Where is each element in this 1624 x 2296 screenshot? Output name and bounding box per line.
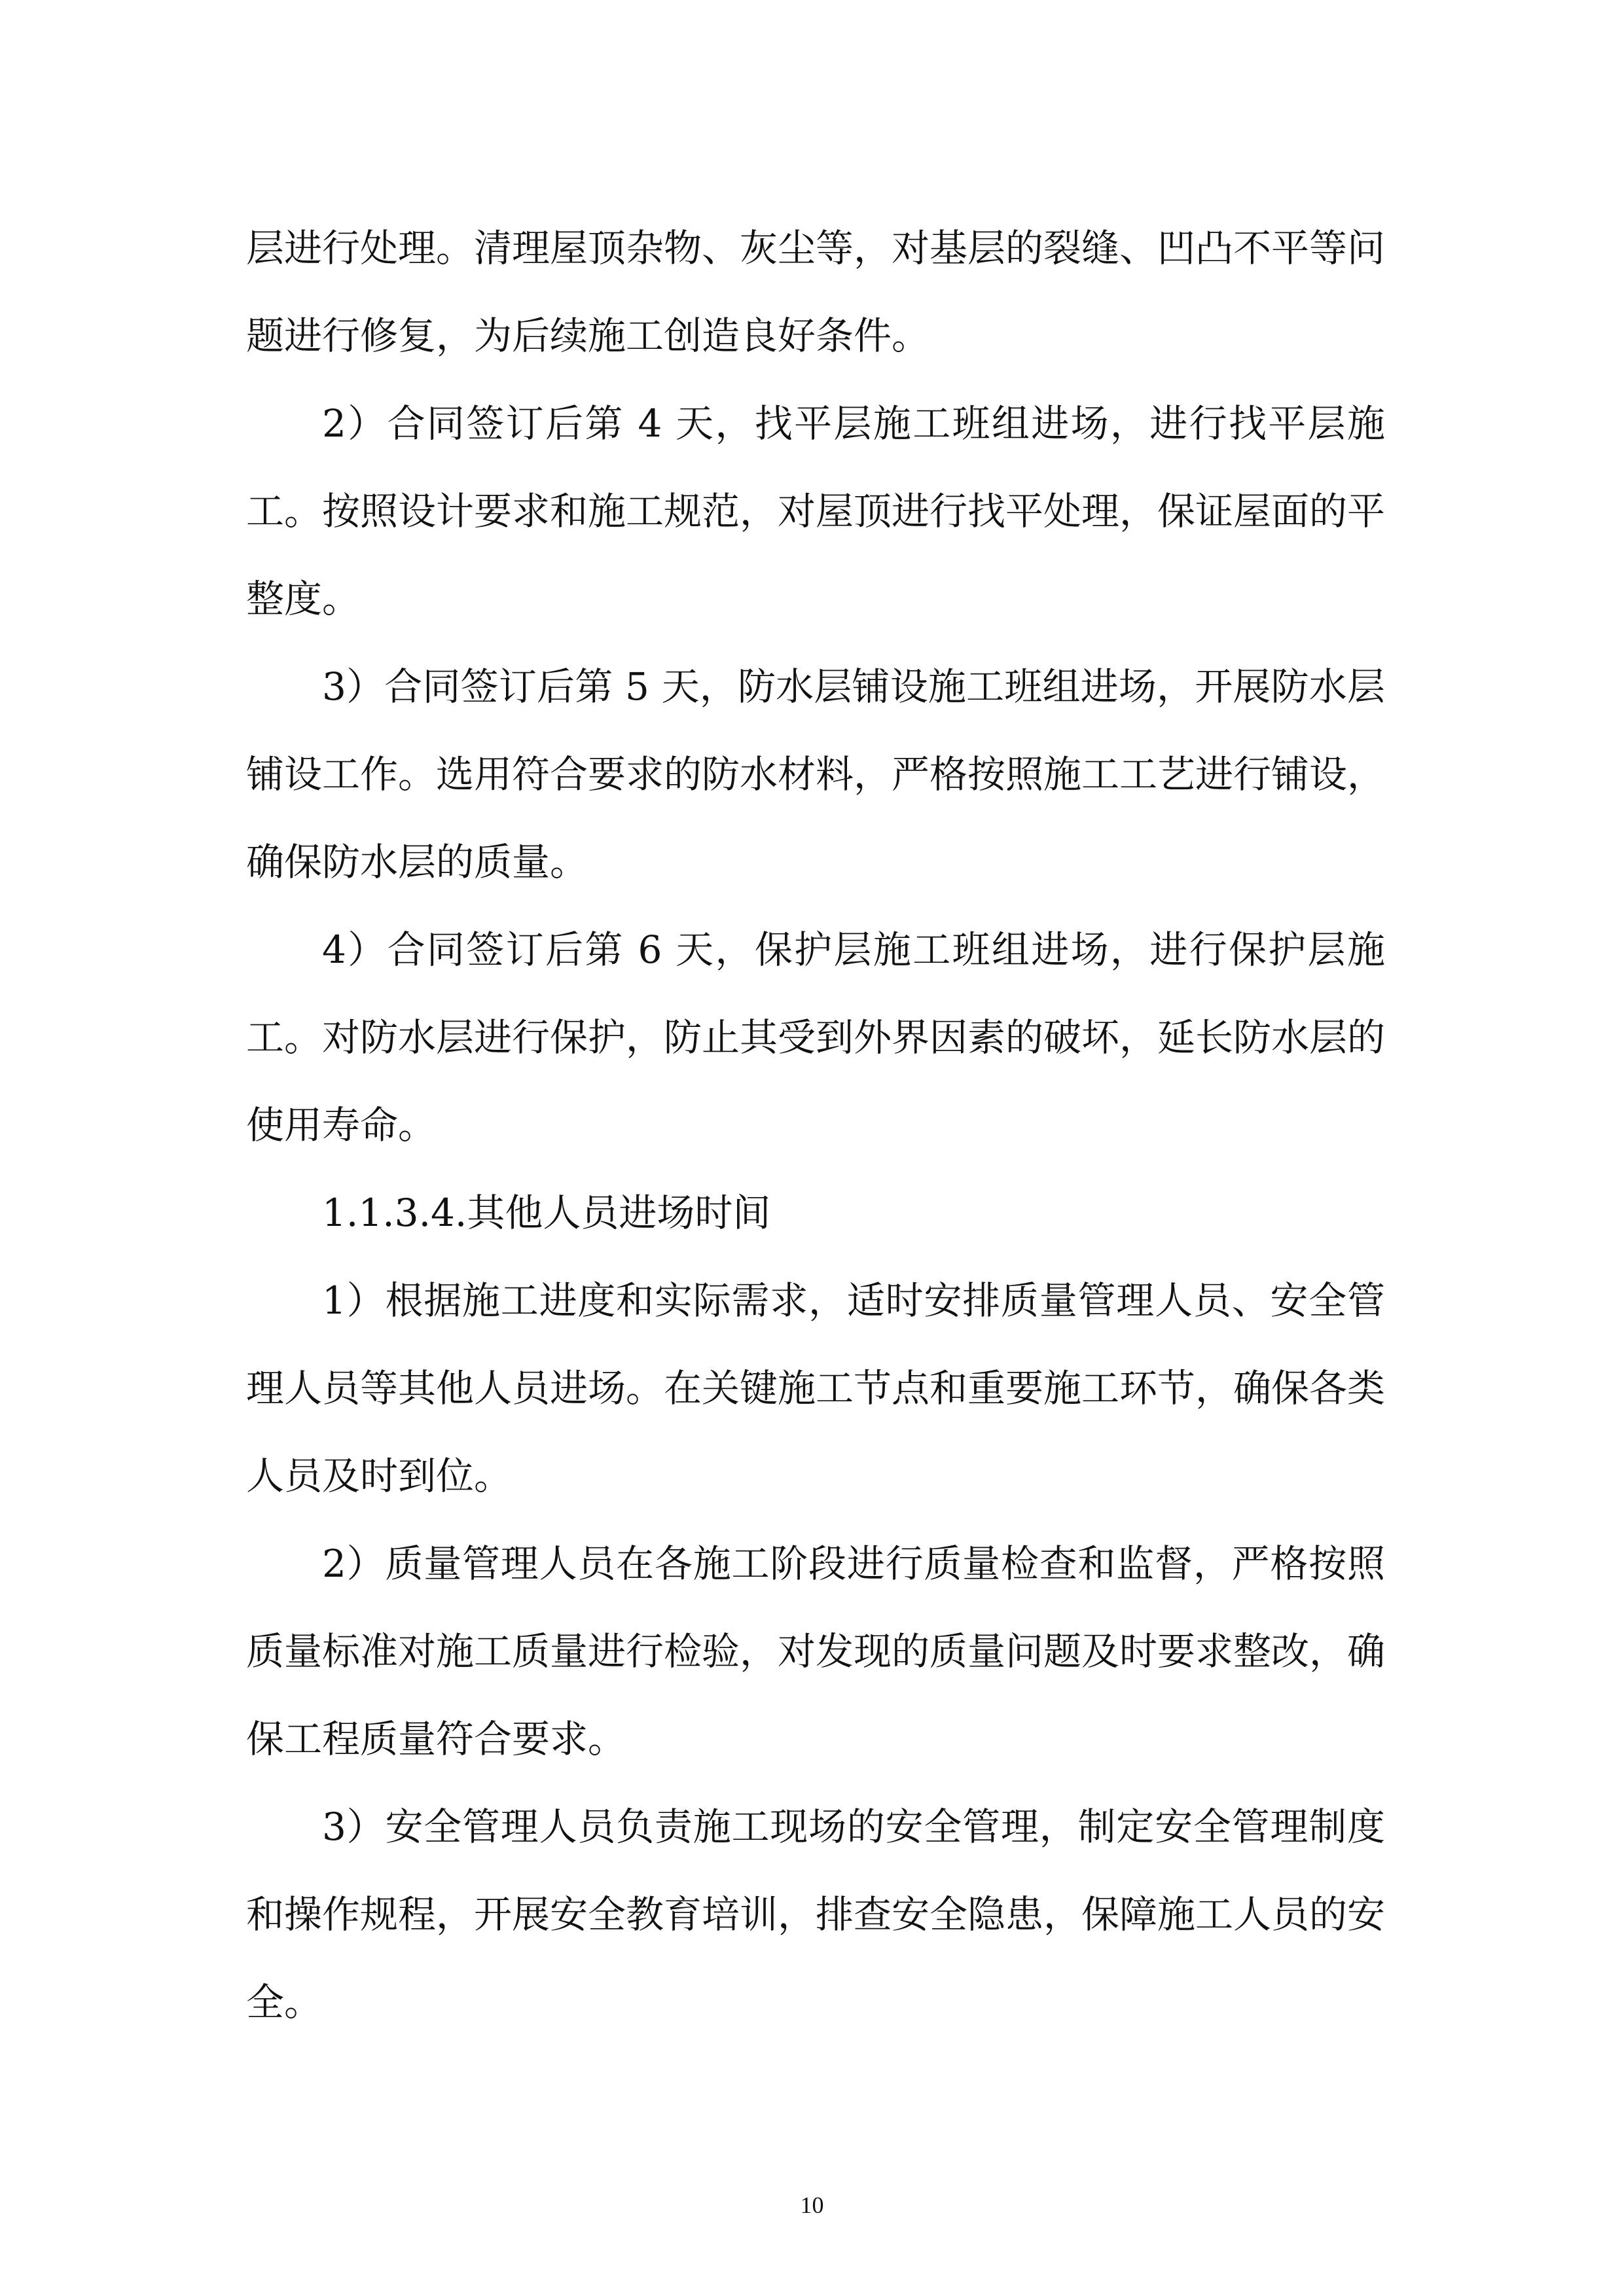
- paragraph-protective-layer: 4）合同签订后第 6 天，保护层施工班组进场，进行保护层施工。对防水层进行保护，防止其受到外界因素的破坏，延长防水层的使用寿命。: [246, 927, 1386, 1147]
- paragraph-safety-staff: 3）安全管理人员负责施工现场的安全管理，制定安全管理制度和操作规程，开展安全教育培训，排查安全隐患，保障施工人员的安全。: [246, 1804, 1386, 2024]
- paragraph-base-treatment: 层进行处理。清理屋顶杂物、灰尘等，对基层的裂缝、凹凸不平等问题进行修复，为后续施工创造良好条件。: [246, 226, 1386, 358]
- page-number: 10: [800, 2192, 824, 2218]
- section-heading: 1.1.3.4.其他人员进场时间: [322, 1191, 771, 1235]
- paragraph-waterproof-layer: 3）合同签订后第 5 天，防水层铺设施工班组进场，开展防水层铺设工作。选用符合要求的防水材料，严格按照施工工艺进行铺设，确保防水层的质量。: [246, 664, 1386, 884]
- document-body: [246, 204, 1385, 2046]
- paragraph-leveling-layer: 2）合同签订后第 4 天，找平层施工班组进场，进行找平层施工。按照设计要求和施工规范，对屋顶进行找平处理，保证屋面的平整度。: [246, 401, 1386, 621]
- paragraph-other-staff-arrival: 1）根据施工进度和实际需求，适时安排质量管理人员、安全管理人员等其他人员进场。在关键施工节点和重要施工环节，确保各类人员及时到位。: [246, 1278, 1386, 1498]
- paragraph-quality-staff: 2）质量管理人员在各施工阶段进行质量检查和监督，严格按照质量标准对施工质量进行检验，对发现的质量问题及时要求整改，确保工程质量符合要求。: [246, 1541, 1386, 1761]
